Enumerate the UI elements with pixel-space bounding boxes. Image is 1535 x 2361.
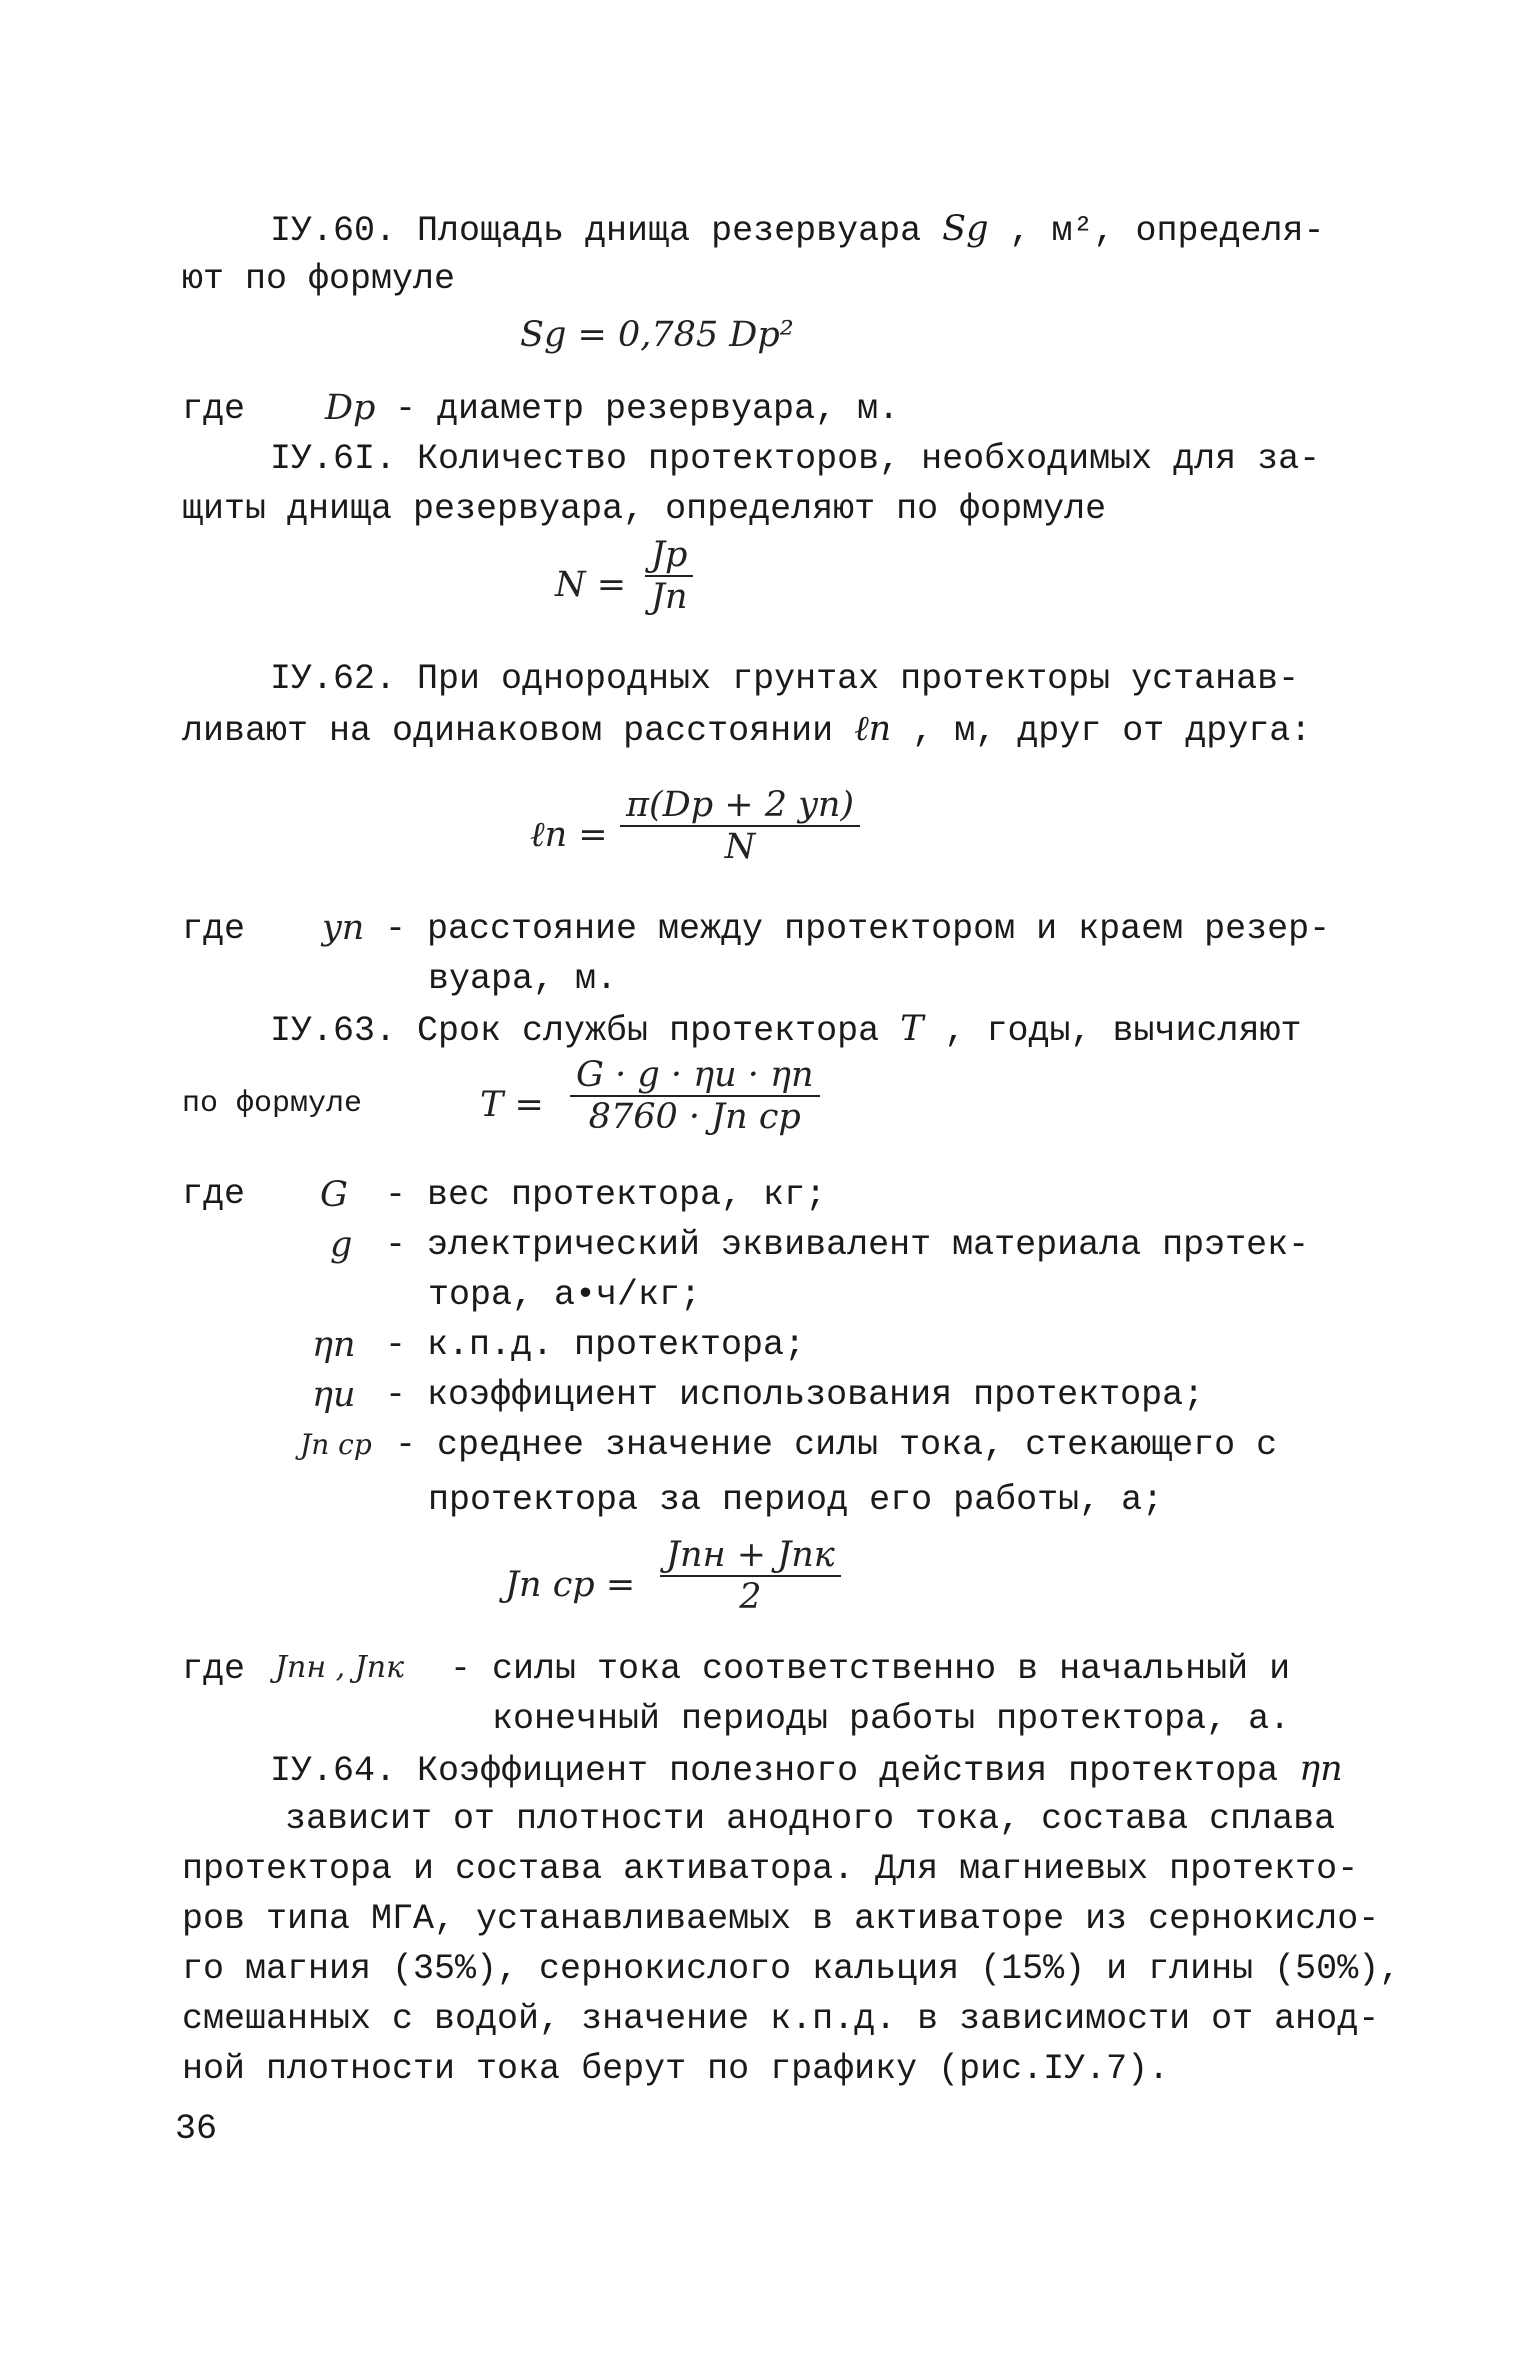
p62-symbol: ℓп bbox=[854, 709, 892, 749]
p63-where-word: где bbox=[182, 1174, 246, 1214]
p62-formula-left: ℓп = bbox=[530, 815, 608, 855]
p61-formula-left: N = bbox=[555, 565, 627, 605]
p61-line2: щиты днища резервуара, определяют по формуле bbox=[182, 489, 1107, 529]
p63-item5-symbol: Jп ср bbox=[300, 1428, 372, 1461]
p63-item3-symbol: ηп bbox=[312, 1325, 356, 1365]
p64-line1 bbox=[270, 1745, 1343, 1795]
p63-where2-text1: - силы тока соответственно в начальный и bbox=[450, 1649, 1291, 1689]
p63-item1-text: - электрический эквивалент материала прэтек- bbox=[385, 1225, 1310, 1265]
p61-formula-num: Jp bbox=[645, 535, 693, 577]
p61-formula-den: Jп bbox=[650, 577, 688, 617]
p62-line2 bbox=[182, 705, 1311, 755]
p62-formula-num: π(Dp + 2 yп) bbox=[620, 785, 860, 827]
p63-item0-symbol: G bbox=[320, 1175, 348, 1215]
p62-line2-text: ливают на одинаковом расстоянии bbox=[182, 711, 855, 751]
p63-line1 bbox=[270, 1005, 1302, 1055]
p62-where-word: где bbox=[182, 909, 246, 949]
p62-where-text1: - расстояние между протектором и краем резер- bbox=[385, 909, 1331, 949]
p63-line1-text: IУ.63. Срок службы протектора bbox=[270, 1011, 901, 1051]
p63-where2-text2: конечный периоды работы протектора, а. bbox=[492, 1699, 1291, 1739]
p63-item5-text: - среднее значение силы тока, стекающего с bbox=[395, 1425, 1278, 1465]
p63-formula2-left: Jп ср = bbox=[505, 1565, 636, 1605]
p63-item1-symbol: g bbox=[330, 1225, 353, 1265]
p63-line2: по формуле bbox=[182, 1087, 363, 1121]
p60-where-symbol: Dp bbox=[325, 388, 376, 428]
p64-line2: зависит от плотности анодного тока, состава сплава bbox=[285, 1799, 1336, 1839]
p60-symbol: Sg bbox=[942, 209, 989, 249]
p64-line7: ной плотности тока берут по графику (рис.IУ.7). bbox=[182, 2049, 1170, 2089]
p63-formula-den: 8760 · Jп ср bbox=[588, 1097, 801, 1137]
p64-line3: протектора и состава активатора. Для магниевых протекто- bbox=[182, 1849, 1359, 1889]
p60-line1-text: IУ.60. Площадь днища резервуара bbox=[270, 211, 943, 251]
p60-formula: Sg = 0,785 Dp² bbox=[520, 315, 794, 355]
p62-where-text2: вуара, м. bbox=[428, 959, 618, 999]
page-number: 36 bbox=[175, 2109, 218, 2149]
p63-symbol: T bbox=[900, 1009, 924, 1049]
p61-line1: IУ.6I. Количество протекторов, необходимых для за- bbox=[270, 439, 1321, 479]
p63-item4-symbol: ηи bbox=[312, 1375, 356, 1415]
p63-item4-text: - коэффициент использования протектора; bbox=[385, 1375, 1205, 1415]
p63-formula-fraction bbox=[570, 1055, 820, 1137]
p64-symbol: ηп bbox=[1299, 1749, 1343, 1789]
p64-line4: ров типа МГА, устанавливаемых в активаторе из сернокисло- bbox=[182, 1899, 1380, 1939]
p63-line1-tail: , годы, вычисляют bbox=[923, 1011, 1302, 1051]
p64-line6: смешанных с водой, значение к.п.д. в зависимости от анод- bbox=[182, 1999, 1380, 2039]
p64-line5: го магния (35%), сернокислого кальция (15%) и глины (50%), bbox=[182, 1949, 1401, 1989]
p62-where-symbol: yп bbox=[322, 908, 365, 948]
p63-formula2-fraction bbox=[660, 1535, 841, 1617]
p63-item6-text: протектора за период его работы, а; bbox=[428, 1480, 1164, 1520]
p64-line1-text: IУ.64. Коэффициент полезного действия протектора bbox=[270, 1751, 1300, 1791]
p63-where2-symbol: Jпн , Jпк bbox=[275, 1650, 404, 1685]
p60-line2: ют по формуле bbox=[182, 259, 456, 299]
p60-where-text: - диаметр резервуара, м. bbox=[395, 389, 900, 429]
p63-where2-word: где bbox=[182, 1649, 246, 1689]
p63-formula-left: T = bbox=[480, 1085, 544, 1125]
p63-item2-text: тора, а•ч/кг; bbox=[428, 1275, 702, 1315]
p60-where-word: где bbox=[182, 389, 246, 429]
p63-formula2-num: Jпн + Jпк bbox=[660, 1535, 841, 1577]
p63-formula2-den: 2 bbox=[739, 1577, 762, 1617]
p63-formula-num: G · g · ηи · ηп bbox=[570, 1055, 820, 1097]
p62-formula-den: N bbox=[724, 827, 756, 867]
p60-line1 bbox=[270, 205, 1325, 255]
p62-line1: IУ.62. При однородных грунтах протекторы устанав- bbox=[270, 659, 1300, 699]
p61-formula-fraction bbox=[645, 535, 693, 617]
p63-item0-text: - вес протектора, кг; bbox=[385, 1175, 827, 1215]
p60-line1-tail: , м², определя- bbox=[988, 211, 1325, 251]
p62-formula-fraction bbox=[620, 785, 860, 867]
p62-line2-tail: , м, друг от друга: bbox=[891, 711, 1312, 751]
p63-item3-text: - к.п.д. протектора; bbox=[385, 1325, 806, 1365]
